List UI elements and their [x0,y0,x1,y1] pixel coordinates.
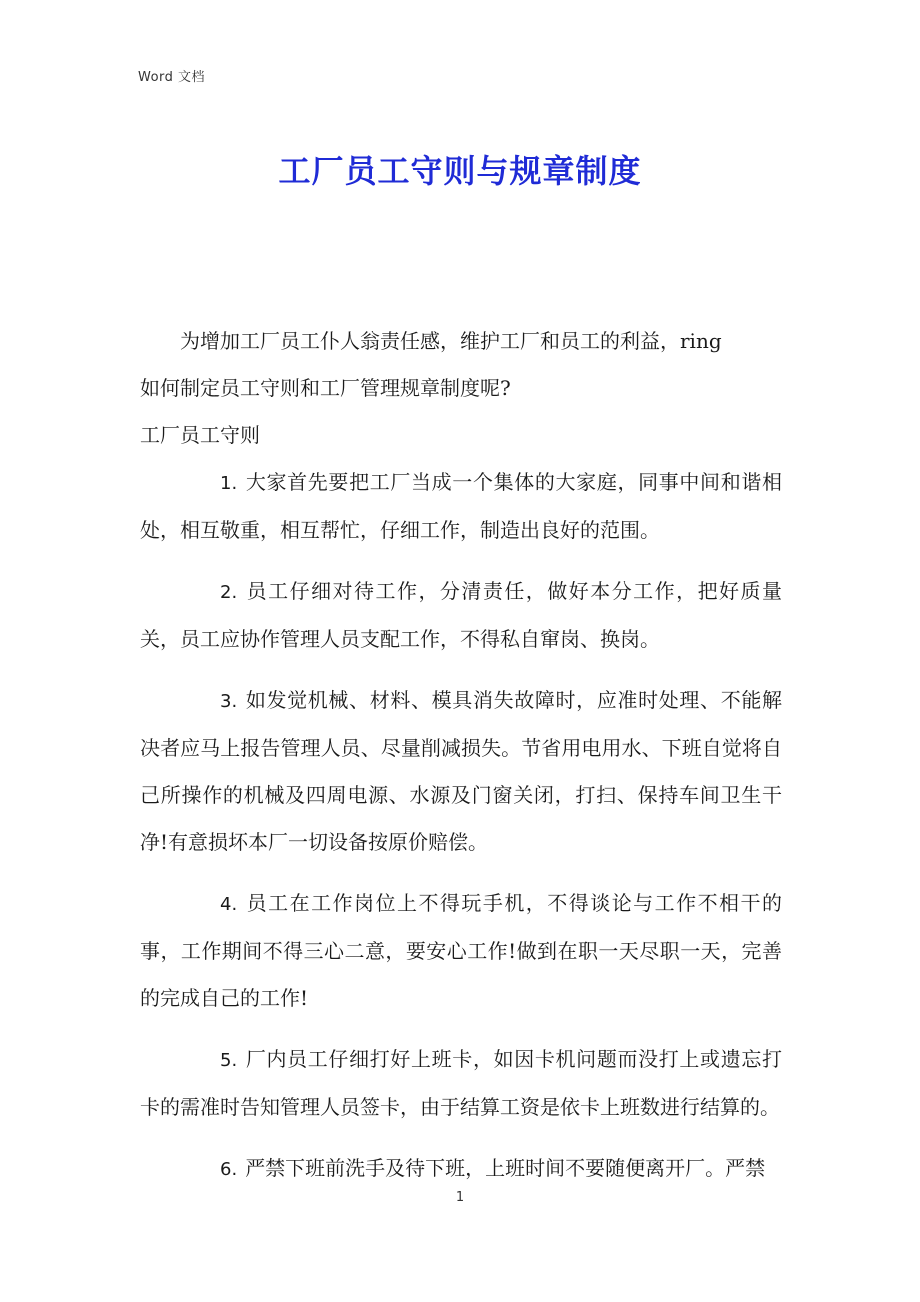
rule-number: 6. [220,1159,238,1180]
rule-item-2 [140,568,782,663]
rule-number: 3. [220,691,238,712]
rule-text: 厂内员工仔细打好上班卡，如因卡机问题而没打上或遗忘打卡的需准时告知管理人员签卡，由于结算工资是依卡上班数进行结算的。 [140,1047,782,1119]
rule-text: 严禁下班前洗手及待下班，上班时间不要随便离开厂。严禁 [245,1156,766,1180]
page-number: 1 [455,1190,465,1205]
rule-item-5 [140,1036,782,1131]
rule-item-4 [140,880,782,1022]
rule-text: 大家首先要把工厂当成一个集体的大家庭，同事中间和谐相处，相互敬重，相互帮忙，仔细工作，制造出良好的范围。 [140,470,782,542]
rule-number: 2. [220,582,238,603]
rule-text: 员工在工作岗位上不得玩手机，不得谈论与工作不相干的事，工作期间不得三心二意，要安心工作!做到在职一天尽职一天，完善的完成自己的工作! [140,891,782,1010]
rule-number: 4. [220,894,238,915]
section-heading: 工厂员工守则 [140,423,260,447]
rule-item-6 [140,1145,782,1193]
rule-text: 员工仔细对待工作，分清责任，做好本分工作，把好质量关，员工应协作管理人员支配工作，不得私自窜岗、换岗。 [140,579,782,651]
rule-number: 1. [220,473,238,494]
header-label: Word 文档 [138,70,206,85]
document-title: 工厂员工守则与规章制度 [278,152,642,190]
intro-line-2: 如何制定员工守则和工厂管理规章制度呢? [140,376,511,400]
intro-line-1: 为增加工厂员工仆人翁责任感，维护工厂和员工的利益，ring [180,329,722,353]
rule-number: 5. [220,1050,238,1071]
rule-item-3 [140,677,782,866]
rule-text: 如发觉机械、材料、模具消失故障时，应准时处理、不能解决者应马上报告管理人员、尽量削减损失。节省用电用水、下班自觉将自己所操作的机械及四周电源、水源及门窗关闭，打扫、保持车间卫生干净!有意损坏本厂一切设备按原价赔偿。 [140,688,782,854]
rule-item-1 [140,459,782,554]
document-body [140,318,782,1193]
